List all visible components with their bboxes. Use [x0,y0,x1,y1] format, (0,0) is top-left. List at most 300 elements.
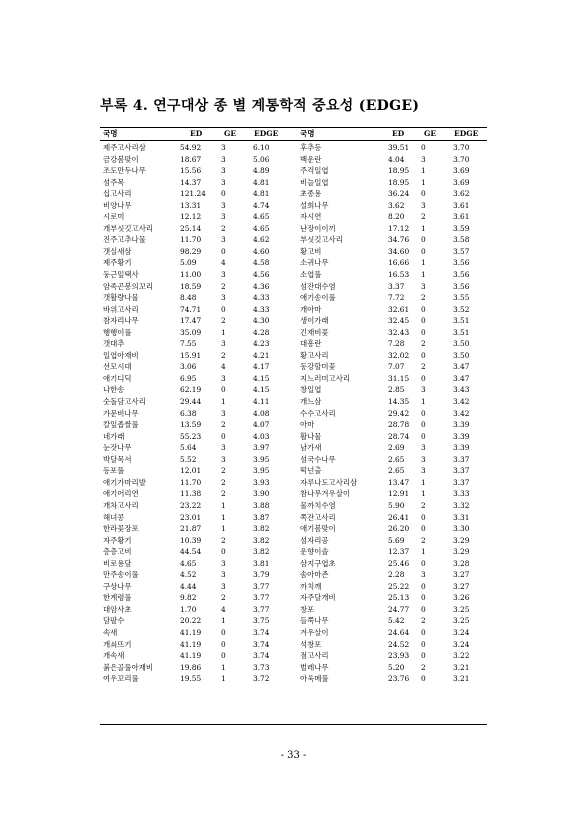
cell-ge-left: 2 [221,477,226,487]
cell-species-name-left: 시로미 [103,212,125,222]
cell-species-name-left: 자주황기 [103,535,132,545]
cell-ed-left: 29.44 [180,397,202,407]
table-row [100,546,487,558]
cell-edge-left: 3.74 [253,627,270,637]
cell-ed-left: 35.09 [180,327,202,337]
cell-species-name-right: 설희나무 [300,200,329,210]
cell-ed-left: 14.37 [180,177,202,187]
cell-species-name-left: 한라꽃장포 [103,524,139,534]
cell-ge-right: 3 [421,200,426,210]
cell-ge-left: 1 [221,662,226,672]
cell-edge-left: 3.74 [253,639,270,649]
cell-ge-right: 0 [421,512,426,522]
cell-ed-right: 12.37 [388,547,410,557]
cell-edge-left: 4.65 [253,212,270,222]
table-row [100,627,487,639]
cell-ed-right: 7.07 [388,362,405,372]
cell-species-name-left: 행행이풀 [103,327,132,337]
cell-species-name-left: 개속새 [103,651,125,661]
cell-species-name-right: 섬잔대수염 [300,281,336,291]
table-row [100,650,487,662]
table-row [100,327,487,339]
cell-species-name-left: 만주송이풀 [103,570,139,580]
cell-ge-right: 0 [421,304,426,314]
cell-edge-right: 3.25 [453,616,470,626]
cell-ge-right: 0 [421,593,426,603]
cell-ed-left: 41.19 [180,639,202,649]
cell-ed-right: 8.20 [388,212,405,222]
cell-ge-left: 0 [221,651,226,661]
cell-edge-left: 4.89 [253,166,270,176]
cell-species-name-left: 금강봄맞이 [103,154,139,164]
cell-species-name-left: 한계령풀 [103,593,132,603]
cell-ge-left: 0 [221,547,226,557]
cell-species-name-right: 개느삼 [300,397,322,407]
cell-ge-left: 3 [221,570,226,580]
cell-species-name-right: 물까치수염 [300,500,336,510]
cell-ge-right: 3 [421,281,426,291]
table-row [100,442,487,454]
table-row [100,142,487,154]
cell-edge-right: 3.27 [453,581,470,591]
cell-species-name-left: 갯대추 [103,339,125,349]
cell-ed-right: 24.77 [388,604,410,614]
cell-ed-right: 5.69 [388,535,405,545]
cell-ge-left: 3 [221,154,226,164]
table-row [100,488,487,500]
cell-species-name-left: 갯실새삼 [103,246,132,256]
cell-ed-right: 2.85 [388,385,405,395]
cell-ge-left: 1 [221,674,226,684]
cell-species-name-left: 눈잣나무 [103,443,132,453]
cell-ed-right: 5.20 [388,662,405,672]
cell-ge-left: 1 [221,524,226,534]
cell-ge-left: 0 [221,431,226,441]
cell-edge-right: 3.50 [453,350,470,360]
cell-ge-right: 1 [421,477,426,487]
cell-edge-right: 3.32 [453,500,470,510]
cell-ed-left: 62.19 [180,385,202,395]
cell-ge-left: 2 [221,350,226,360]
cell-ed-right: 7.72 [388,293,405,303]
cell-species-name-left: 갯활량나물 [103,293,139,303]
cell-edge-right: 3.57 [453,246,470,256]
cell-species-name-right: 섬자리공 [300,535,329,545]
cell-species-name-right: 생이가래 [300,316,329,326]
cell-edge-left: 3.97 [253,443,270,453]
cell-species-name-right: 솜아마존 [300,570,329,580]
table-row [100,431,487,443]
cell-ge-left: 3 [221,581,226,591]
cell-ge-right: 2 [421,362,426,372]
cell-ge-right: 3 [421,570,426,580]
cell-edge-left: 4.62 [253,235,270,245]
cell-ge-right: 0 [421,431,426,441]
cell-ed-right: 39.51 [388,143,410,152]
cell-edge-right: 3.39 [453,443,470,453]
cell-edge-right: 3.39 [453,420,470,430]
cell-species-name-right: 창일엽 [300,385,322,395]
cell-species-name-left: 십고사리 [103,189,132,199]
cell-ed-left: 11.70 [180,235,202,245]
cell-ed-right: 2.28 [388,570,405,580]
table-row [100,177,487,189]
cell-edge-left: 4.07 [253,420,270,430]
cell-edge-left: 4.21 [253,350,270,360]
cell-species-name-left: 애기가마리발 [103,477,146,487]
cell-ge-right: 0 [421,558,426,568]
cell-ge-left: 3 [221,166,226,176]
cell-edge-left: 4.65 [253,223,270,233]
cell-ed-right: 36.24 [388,189,410,199]
cell-ed-right: 31.15 [388,373,410,383]
cell-ed-left: 8.48 [180,293,197,303]
cell-species-name-left: 개부싯깃고사리 [103,223,153,233]
cell-edge-right: 3.70 [453,143,470,152]
cell-edge-right: 3.56 [453,281,470,291]
cell-edge-left: 4.33 [253,293,270,303]
cell-ed-left: 23.01 [180,512,202,522]
cell-species-name-left: 층층고비 [103,547,132,557]
cell-edge-right: 3.24 [453,639,470,649]
cell-edge-left: 4.08 [253,408,270,418]
cell-ed-right: 12.91 [388,489,410,499]
cell-ge-left: 0 [221,385,226,395]
table-row [100,662,487,674]
cell-species-name-right: 점고사리 [300,651,329,661]
cell-species-name-right: 운향이솔 [300,547,329,557]
cell-edge-left: 4.30 [253,316,270,326]
cell-ge-right: 0 [421,316,426,326]
cell-ge-right: 3 [421,443,426,453]
cell-edge-left: 4.33 [253,304,270,314]
cell-ge-right: 1 [421,258,426,268]
cell-species-name-left: 조도만두나무 [103,166,146,176]
table-row [100,615,487,627]
cell-species-name-right: 긴재비꽃 [300,327,329,337]
cell-edge-left: 4.74 [253,200,270,210]
cell-species-name-right: 황고비 [300,246,322,256]
cell-ge-right: 0 [421,674,426,684]
table-row [100,223,487,235]
cell-species-name-right: 남가새 [300,443,322,453]
cell-edge-left: 4.03 [253,431,270,441]
cell-edge-right: 3.50 [453,339,470,349]
cell-ge-left: 2 [221,316,226,326]
cell-edge-right: 3.37 [453,477,470,487]
header-ed-left: ED [190,129,203,138]
cell-species-name-left: 개차고사리 [103,500,139,510]
cell-ge-right: 0 [421,627,426,637]
header-species-name-right: 국명 [300,129,315,138]
cell-ge-left: 4 [221,362,226,372]
cell-ge-left: 1 [221,327,226,337]
cell-ge-left: 0 [221,189,226,199]
cell-ed-right: 29.42 [388,408,410,418]
cell-species-name-left: 바위고사리 [103,304,139,314]
cell-species-name-left: 선모시대 [103,362,132,372]
cell-ge-left: 3 [221,270,226,280]
cell-ed-right: 34.76 [388,235,410,245]
cell-ed-right: 32.61 [388,304,410,314]
cell-ed-right: 4.04 [388,154,405,164]
cell-species-name-right: 애기봄맞이 [300,524,336,534]
cell-species-name-left: 대암사초 [103,604,132,614]
cell-species-name-right: 수수고사리 [300,408,336,418]
cell-species-name-right: 아욱메풀 [300,674,329,684]
cell-ge-left: 3 [221,443,226,453]
cell-edge-right: 3.26 [453,593,470,603]
cell-ed-right: 28.74 [388,431,410,441]
cell-edge-left: 4.23 [253,339,270,349]
cell-edge-left: 4.56 [253,270,270,280]
cell-ge-left: 1 [221,616,226,626]
cell-species-name-right: 참나무겨우살이 [300,489,350,499]
cell-ge-left: 1 [221,500,226,510]
cell-species-name-left: 둥근잎택사 [103,270,139,280]
cell-species-name-left: 개쇠뜨기 [103,639,132,649]
cell-species-name-left: 속새 [103,627,118,637]
cell-species-name-left: 참자리나무 [103,316,139,326]
cell-ge-right: 0 [421,581,426,591]
table-row [100,338,487,350]
cell-edge-right: 3.69 [453,166,470,176]
cell-ed-left: 12.01 [180,466,202,476]
cell-edge-left: 4.17 [253,362,270,372]
cell-ed-left: 4.52 [180,570,197,580]
cell-edge-right: 3.59 [453,223,470,233]
cell-ge-left: 2 [221,593,226,603]
cell-ed-left: 1.70 [180,604,197,614]
cell-edge-right: 3.69 [453,177,470,187]
cell-edge-right: 3.21 [453,662,470,672]
cell-edge-left: 3.93 [253,477,270,487]
cell-ge-right: 1 [421,177,426,187]
cell-species-name-left: 섬주목 [103,177,125,187]
table-row [100,384,487,396]
table-row [100,592,487,604]
cell-ge-right: 1 [421,547,426,557]
cell-species-name-right: 겨우살이 [300,627,329,637]
cell-ge-right: 0 [421,408,426,418]
cell-species-name-left: 비로용담 [103,558,132,568]
cell-species-name-left: 애기어리연 [103,489,139,499]
cell-species-name-right: 들쭉나무 [300,616,329,626]
header-ge-right: GE [424,129,437,138]
cell-ge-left: 0 [221,639,226,649]
table-row [100,304,487,316]
cell-edge-left: 3.95 [253,466,270,476]
cell-ed-right: 18.95 [388,166,410,176]
table-row [100,523,487,535]
cell-species-name-right: 소엽풀 [300,270,322,280]
cell-ge-right: 3 [421,466,426,476]
cell-edge-right: 3.25 [453,604,470,614]
cell-species-name-right: 난장이이끼 [300,223,336,233]
cell-ge-left: 4 [221,258,226,268]
cell-ed-left: 41.19 [180,651,202,661]
cell-ed-right: 16.66 [388,258,410,268]
table-row [100,292,487,304]
cell-edge-left: 3.75 [253,616,270,626]
cell-species-name-right: 지느러미고사리 [300,373,350,383]
cell-edge-left: 3.90 [253,489,270,499]
cell-ge-right: 0 [421,246,426,256]
cell-edge-left: 4.15 [253,385,270,395]
cell-ge-left: 4 [221,604,226,614]
cell-species-name-right: 자루나도고사리삼 [300,477,358,487]
cell-ed-left: 20.22 [180,616,202,626]
cell-species-name-left: 비양나무 [103,200,132,210]
table-row [100,569,487,581]
cell-ge-left: 2 [221,535,226,545]
cell-ge-right: 3 [421,385,426,395]
cell-ge-right: 0 [421,143,426,152]
cell-ge-right: 2 [421,616,426,626]
cell-species-name-right: 백운란 [300,154,322,164]
cell-edge-right: 3.27 [453,570,470,580]
cell-ge-left: 2 [221,489,226,499]
table-row [100,454,487,466]
cell-edge-right: 3.30 [453,524,470,534]
page-title: 부록 4. 연구대상 종 별 계통학적 중요성 (EDGE) [100,98,420,114]
cell-ge-left: 3 [221,235,226,245]
table-row [100,604,487,616]
cell-ge-right: 1 [421,270,426,280]
cell-edge-left: 3.82 [253,524,270,534]
cell-ed-right: 24.52 [388,639,410,649]
cell-ed-left: 11.38 [180,489,202,499]
table-row [100,361,487,373]
cell-species-name-right: 후추등 [300,143,322,152]
cell-ed-left: 18.67 [180,154,202,164]
cell-ge-left: 3 [221,373,226,383]
cell-edge-left: 3.77 [253,593,270,603]
cell-ge-left: 3 [221,200,226,210]
table-row [100,373,487,385]
cell-edge-right: 3.43 [453,385,470,395]
cell-edge-right: 3.47 [453,362,470,372]
table-header-rule [100,140,487,141]
cell-species-name-right: 벌레나무 [300,662,329,672]
table-row [100,500,487,512]
cell-species-name-left: 구상나무 [103,581,132,591]
cell-ed-left: 41.19 [180,627,202,637]
cell-edge-right: 3.21 [453,674,470,684]
cell-edge-right: 3.61 [453,212,470,222]
cell-edge-left: 4.58 [253,258,270,268]
cell-ed-right: 17.12 [388,223,410,233]
cell-ed-right: 25.46 [388,558,410,568]
cell-edge-right: 3.31 [453,512,470,522]
cell-species-name-left: 숫돌담고사리 [103,397,146,407]
cell-species-name-right: 창포 [300,604,315,614]
cell-species-name-right: 대흥란 [300,339,322,349]
cell-ed-right: 26.41 [388,512,410,522]
cell-edge-left: 4.11 [253,397,270,407]
cell-ed-left: 74.71 [180,304,202,314]
cell-edge-right: 3.52 [453,304,470,314]
cell-ge-left: 0 [221,627,226,637]
cell-ge-right: 2 [421,662,426,672]
cell-species-name-right: 황고사리 [300,350,329,360]
table-header-row [100,128,487,140]
cell-ge-left: 3 [221,177,226,187]
cell-edge-right: 3.24 [453,627,470,637]
cell-species-name-right: 떡넌출 [300,466,322,476]
cell-edge-right: 3.62 [453,189,470,199]
cell-species-name-left: 제주고사리삼 [103,143,146,152]
table-row [100,269,487,281]
cell-ge-right: 2 [421,339,426,349]
cell-ge-right: 0 [421,327,426,337]
cell-species-name-right: 쪽잔고사리 [300,512,336,522]
cell-edge-right: 3.51 [453,316,470,326]
cell-edge-right: 3.29 [453,535,470,545]
cell-ge-left: 2 [221,420,226,430]
cell-edge-left: 3.82 [253,535,270,545]
cell-ed-left: 25.14 [180,223,202,233]
cell-ed-right: 14.35 [388,397,410,407]
cell-edge-left: 3.87 [253,512,270,522]
cell-edge-right: 3.61 [453,200,470,210]
cell-ed-left: 55.23 [180,431,202,441]
cell-ed-left: 5.09 [180,258,197,268]
cell-edge-right: 3.42 [453,408,470,418]
cell-ge-right: 0 [421,235,426,245]
table-row [100,281,487,293]
cell-ed-left: 13.31 [180,200,202,210]
cell-species-name-left: 가문비나무 [103,408,139,418]
cell-ed-left: 6.95 [180,373,197,383]
cell-ed-left: 18.59 [180,281,202,291]
cell-ed-left: 19.55 [180,674,202,684]
cell-ge-right: 2 [421,535,426,545]
cell-species-name-right: 아마 [300,420,315,430]
cell-species-name-left: 나한송 [103,385,125,395]
cell-edge-right: 3.37 [453,454,470,464]
cell-edge-left: 6.10 [253,143,270,152]
cell-ge-left: 2 [221,223,226,233]
table-row [100,673,487,685]
cell-ge-left: 3 [221,558,226,568]
cell-ge-left: 1 [221,512,226,522]
cell-species-name-right: 동강할미꽃 [300,362,336,372]
cell-edge-left: 3.79 [253,570,270,580]
cell-edge-left: 3.73 [253,662,270,672]
header-ge-left: GE [224,129,237,138]
cell-edge-right: 3.37 [453,466,470,476]
cell-ge-left: 3 [221,143,226,152]
cell-ge-right: 0 [421,189,426,199]
cell-ed-right: 2.65 [388,454,405,464]
cell-species-name-right: 애기송이풀 [300,293,336,303]
cell-ed-left: 98.29 [180,246,202,256]
cell-ge-right: 0 [421,420,426,430]
cell-ge-right: 0 [421,651,426,661]
cell-ed-left: 15.91 [180,350,202,360]
cell-ed-right: 3.62 [388,200,405,210]
table-row [100,408,487,420]
cell-ge-left: 3 [221,339,226,349]
cell-ed-right: 5.90 [388,500,405,510]
cell-ed-left: 23.22 [180,500,202,510]
cell-ge-left: 2 [221,466,226,476]
cell-ge-right: 1 [421,223,426,233]
cell-ge-right: 1 [421,397,426,407]
cell-ge-right: 2 [421,500,426,510]
cell-edge-right: 3.70 [453,154,470,164]
